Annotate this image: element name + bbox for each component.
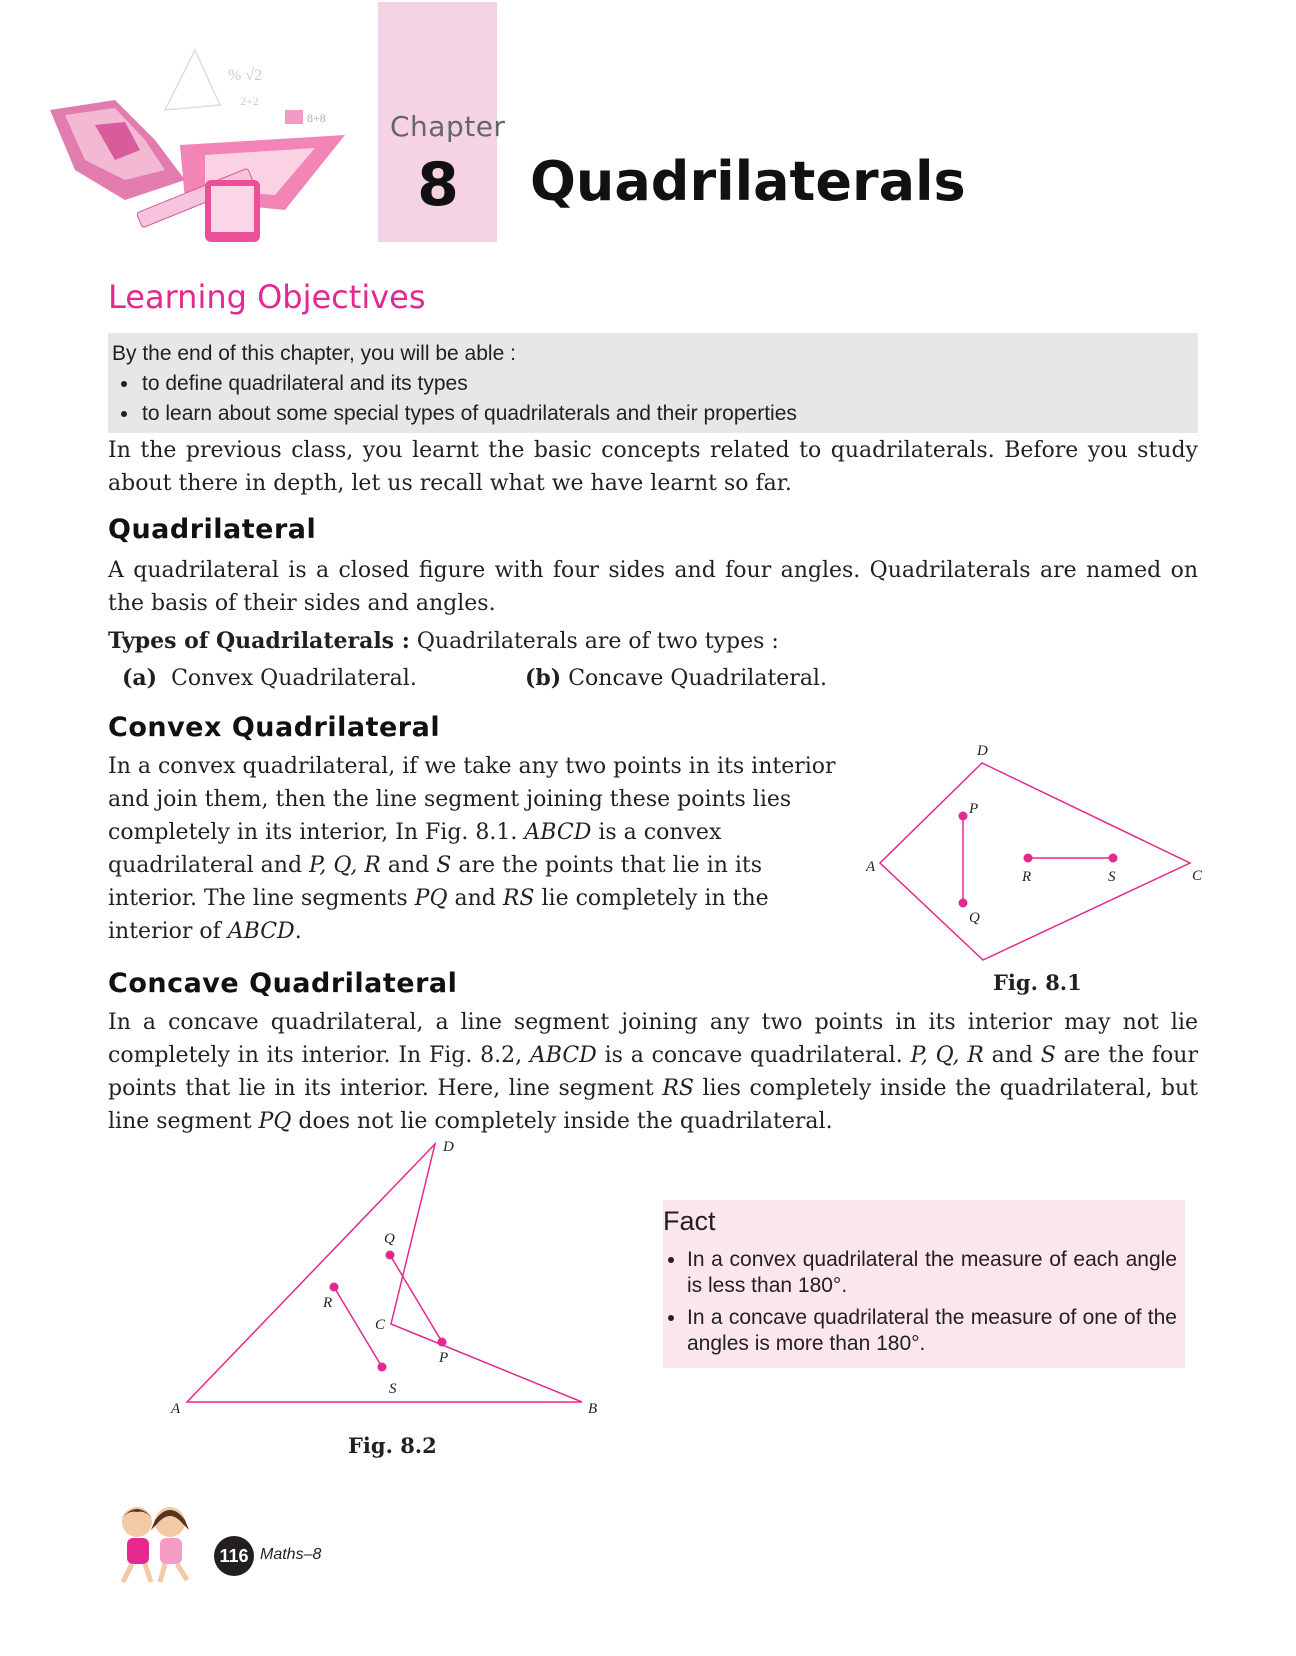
- convex-text-6: lie completely in the interior of: [108, 886, 769, 944]
- concave-pq: PQ: [258, 1109, 292, 1134]
- label-q: Q: [384, 1231, 395, 1247]
- label-p: P: [969, 801, 979, 817]
- convex-text-5: and: [454, 886, 496, 911]
- type-a-text: Convex Quadrilateral.: [171, 666, 417, 691]
- type-a-label: (a): [122, 665, 158, 691]
- label-c: C: [375, 1317, 386, 1333]
- type-b-text: Concave Quadrilateral.: [568, 666, 827, 691]
- convex-text-7: .: [294, 919, 302, 944]
- convex-heading: Convex Quadrilateral: [108, 712, 441, 743]
- type-b: [525, 665, 827, 691]
- label-c: C: [1192, 868, 1203, 884]
- convex-text-2: is a convex quadrilateral and: [108, 820, 722, 878]
- convex-abcd-2: ABCD: [227, 919, 295, 944]
- label-d: D: [443, 1139, 454, 1155]
- kids-illustration: [105, 1500, 205, 1590]
- learning-objectives-heading: Learning Objectives: [108, 278, 426, 316]
- concave-heading: Concave Quadrilateral: [108, 968, 458, 999]
- concave-text-4: are the four points that lie in its interior. Here, line segment: [108, 1043, 1198, 1101]
- concave-text-1: In a concave quadrilateral, a line segment joining any two points in its interior may not lie completely in its interior. In Fig. 8.2,: [108, 1010, 1198, 1068]
- concave-text-6: does not lie completely inside the quadrilateral.: [298, 1109, 833, 1134]
- types-text: Quadrilaterals are of two types :: [416, 629, 779, 654]
- point-q: [959, 899, 968, 908]
- point-p: [438, 1338, 447, 1347]
- label-r: R: [323, 1295, 333, 1311]
- point-p: [959, 812, 968, 821]
- convex-text-4: are the points that lie in its interior. The line segments: [108, 853, 763, 911]
- type-b-label: (b): [525, 665, 562, 691]
- types-line: [108, 625, 1198, 658]
- label-q: Q: [969, 910, 980, 926]
- fact-title: Fact: [663, 1206, 716, 1236]
- concave-text-3: and: [991, 1043, 1034, 1068]
- concave-text-5: lies completely inside the quadrilateral, but line segment: [108, 1076, 1198, 1134]
- concave-abcd: ABCD: [529, 1043, 597, 1068]
- intro-paragraph: In the previous class, you learnt the basic concepts related to quadrilaterals. Before you study about there in depth, let us recall what we have learnt so far.: [108, 438, 1198, 496]
- point-r: [330, 1283, 339, 1292]
- fact-item: • In a convex quadrilateral the measure of each angle is less than 180°.: [687, 1247, 1177, 1299]
- book-name: Maths–8: [260, 1546, 322, 1563]
- page-number: 116: [214, 1536, 254, 1576]
- label-s: S: [389, 1381, 397, 1397]
- objective-item: • to learn about some special types of quadrilaterals and their properties: [140, 399, 1194, 429]
- concave-rs: RS: [662, 1076, 694, 1101]
- svg-text:% √2: % √2: [228, 67, 263, 84]
- convex-abcd: ABCD: [524, 820, 592, 845]
- convex-pqr: P, Q, R: [309, 853, 381, 878]
- label-p: P: [439, 1350, 449, 1366]
- convex-quadrilateral: [880, 763, 1190, 960]
- convex-s: S: [436, 853, 452, 878]
- objective-item: • to define quadrilateral and its types: [140, 369, 1194, 399]
- figure-8-1-caption: Fig. 8.1: [993, 970, 1082, 995]
- chapter-label: Chapter: [390, 110, 506, 143]
- svg-text:8+8: 8+8: [307, 111, 326, 125]
- label-r: R: [1022, 869, 1032, 885]
- type-a: [122, 665, 417, 691]
- learning-objectives-intro: By the end of this chapter, you will be able :: [112, 342, 516, 365]
- convex-pq: PQ: [414, 886, 448, 911]
- concave-s: S: [1040, 1043, 1056, 1068]
- convex-rs: RS: [502, 886, 535, 911]
- page-title: Quadrilaterals: [530, 150, 966, 213]
- chapter-number: 8: [417, 150, 459, 220]
- point-r: [1024, 854, 1033, 863]
- figure-8-1: [860, 735, 1210, 965]
- label-d: D: [977, 743, 988, 759]
- figure-8-2: [160, 1135, 630, 1435]
- convex-text-3: and: [387, 853, 430, 878]
- point-s: [1109, 854, 1118, 863]
- chapter-illustration: [45, 30, 365, 255]
- label-b: B: [588, 1401, 598, 1417]
- fact-box: [663, 1200, 1185, 1368]
- point-s: [378, 1363, 387, 1372]
- label-a: A: [866, 859, 876, 875]
- types-label: Types of Quadrilaterals :: [108, 628, 410, 654]
- quadrilateral-heading: Quadrilateral: [108, 514, 317, 545]
- concave-pqr: P, Q, R: [910, 1043, 984, 1068]
- point-q: [386, 1251, 395, 1260]
- svg-text:2+2: 2+2: [240, 94, 259, 108]
- learning-objectives-box: [108, 333, 1198, 433]
- label-s: S: [1108, 869, 1116, 885]
- convex-text-1: In a convex quadrilateral, if we take any two points in its interior and join them, then the line segment joining these points lies completely in its interior, In Fig. 8.1.: [108, 754, 836, 845]
- concave-paragraph: [108, 1006, 1198, 1138]
- quadrilateral-definition: A quadrilateral is a closed figure with four sides and four angles. Quadrilaterals are named on the basis of their sides and angles.: [108, 558, 1198, 616]
- fact-item: • In a concave quadrilateral the measure of one of the angles is more than 180°.: [687, 1305, 1177, 1357]
- label-a: A: [171, 1401, 181, 1417]
- figure-8-2-caption: Fig. 8.2: [348, 1433, 437, 1458]
- concave-text-2: is a concave quadrilateral.: [604, 1043, 903, 1068]
- fact-list: [663, 1247, 1177, 1357]
- convex-paragraph: [108, 750, 838, 948]
- learning-objectives-list: [112, 369, 1194, 429]
